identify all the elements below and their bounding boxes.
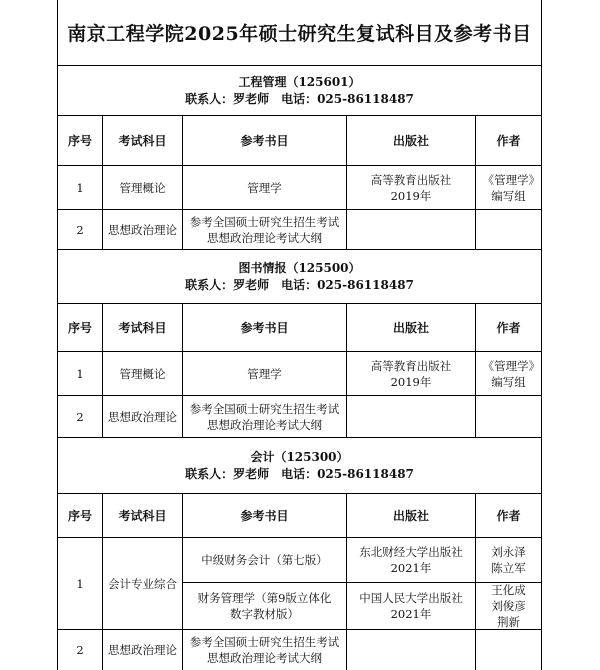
- row-no: 2: [58, 630, 103, 670]
- contact-info: 联系人：罗老师 电话：025-86118487: [185, 277, 414, 292]
- row-subject: 管理概论: [103, 352, 183, 395]
- row-author: 《管理学》编写组: [482, 172, 535, 203]
- contact-info: 联系人：罗老师 电话：025-86118487: [185, 466, 414, 481]
- column-header-row: [58, 494, 541, 538]
- program-name: 工程管理（125601）: [238, 74, 361, 89]
- row-subject: 思想政治理论: [103, 396, 183, 437]
- row-no: 1: [58, 166, 103, 209]
- col-publisher: 出版社: [347, 494, 476, 537]
- table-row: [58, 630, 541, 670]
- row-no: 1: [58, 538, 103, 629]
- table-row: [58, 352, 541, 396]
- table-row: [58, 538, 541, 630]
- table-row: [58, 210, 541, 250]
- program-name: 图书情报（125500）: [238, 260, 361, 275]
- row-books: [183, 538, 347, 629]
- row-subject: 思想政治理论: [103, 630, 183, 670]
- publisher-item: 东北财经大学出版社 2021年: [347, 538, 475, 583]
- section-header: [58, 66, 541, 116]
- row-authors: [476, 538, 541, 629]
- table-row: [58, 396, 541, 438]
- book-item: 中级财务会计（第七版）: [183, 538, 346, 583]
- col-no: 序号: [58, 304, 103, 351]
- contact-info: 联系人：罗老师 电话：025-86118487: [185, 91, 414, 106]
- row-publisher: 高等教育出版社 2019年: [347, 352, 476, 395]
- page-title: 南京工程学院2025年硕士研究生复试科目及参考书目: [58, 0, 541, 66]
- col-subject: 考试科目: [103, 304, 183, 351]
- col-author: 作者: [496, 508, 521, 523]
- document-table: [57, 0, 542, 670]
- row-no: 2: [58, 396, 103, 437]
- row-book: 管理学: [183, 166, 347, 209]
- col-no: 序号: [58, 116, 103, 165]
- table-row: [58, 166, 541, 210]
- row-book: 参考全国硕士研究生招生考试思想政治理论考试大纲: [183, 630, 347, 670]
- col-no: 序号: [58, 494, 103, 537]
- row-publisher: [347, 396, 476, 437]
- row-publisher: [347, 210, 476, 249]
- column-header-row: [58, 304, 541, 352]
- program-name: 会计（125300）: [250, 449, 349, 464]
- author-item: 王化成 刘俊彦 荆新: [491, 583, 526, 629]
- row-publishers: [347, 538, 476, 629]
- col-author: 作者: [496, 133, 521, 148]
- column-header-row: [58, 116, 541, 166]
- col-subject: 考试科目: [103, 494, 183, 537]
- col-book: 参考书目: [183, 494, 347, 537]
- col-book: 参考书目: [183, 304, 347, 351]
- row-no: 1: [58, 352, 103, 395]
- row-book: 管理学: [183, 352, 347, 395]
- book-item: 财务管理学（第9版立体化数字教材版）: [197, 591, 332, 621]
- col-publisher: 出版社: [347, 116, 476, 165]
- row-author: [476, 630, 541, 670]
- publisher-item: 中国人民大学出版社 2021年: [359, 591, 463, 621]
- col-book: 参考书目: [183, 116, 347, 165]
- row-subject: 会计专业综合: [103, 538, 183, 629]
- row-author: [476, 396, 541, 437]
- row-author: [476, 210, 541, 249]
- author-item: 刘永泽 陈立军: [476, 538, 541, 583]
- row-book: 参考全国硕士研究生招生考试思想政治理论考试大纲: [183, 396, 347, 437]
- row-publisher: 高等教育出版社 2019年: [347, 166, 476, 209]
- row-publisher: [347, 630, 476, 670]
- row-subject: 管理概论: [103, 166, 183, 209]
- col-publisher: 出版社: [347, 304, 476, 351]
- row-subject: 思想政治理论: [103, 210, 183, 249]
- section-header: [58, 250, 541, 304]
- col-author: 作者: [496, 320, 521, 335]
- row-no: 2: [58, 210, 103, 249]
- row-author: 《管理学》编写组: [482, 358, 535, 389]
- section-header: [58, 438, 541, 494]
- col-subject: 考试科目: [103, 116, 183, 165]
- row-book: 参考全国硕士研究生招生考试思想政治理论考试大纲: [183, 210, 347, 249]
